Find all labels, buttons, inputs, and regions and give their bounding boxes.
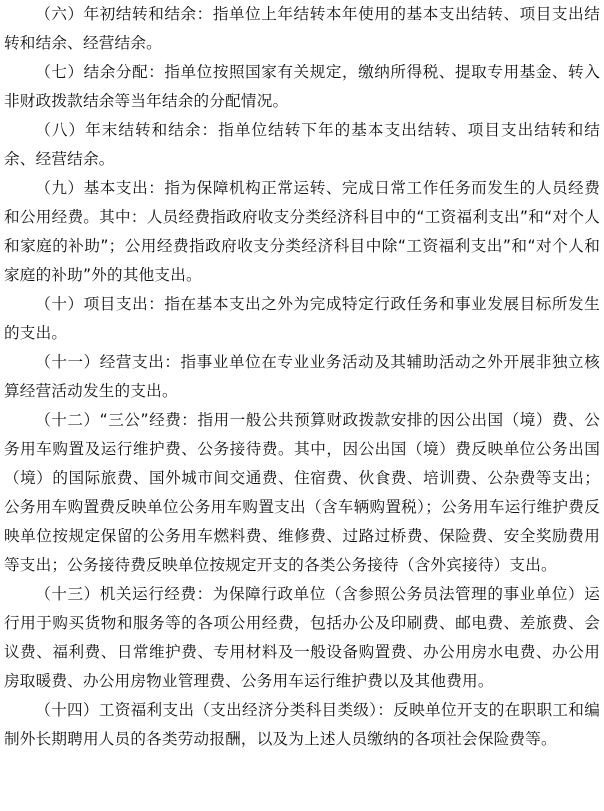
paragraph-text: 为保障行政单位（含参照公务员法管理的事业单位）运行用于购买货物和服务等的各项公用经费，包括办公及印刷费、邮电费、差旅费、会议费、福利费、日常维护费、专用材料及一般设备购置费、办公用房水电费、办公用房取暖费、办公用房物业管理费、公务用车运行维护费以及其他费用。 <box>4 585 600 690</box>
paragraph-label: （六）年初结转和结余： <box>35 5 213 23</box>
paragraph-label: （十）项目支出： <box>35 295 165 313</box>
paragraph-text: 指用一般公共预算财政拨款安排的因公出国（境）费、公务用车购置及运行维护费、公务接待费。其中，因公出国（境）费反映单位公务出国（境）的国际旅费、国外城市间交通费、住宿费、伙食费、培训费、公杂费等支出；公务用车购置费反映单位公务用车购置支出（含车辆购置税）；公务用车运行维护费反映单位按规定保留的公务用车燃料费、维修费、过路过桥费、保险费、安全奖励费用等支出；公务接待费反映单位按规定开支的各类公务接待（含外宾接待）支出。 <box>4 411 600 574</box>
paragraph-7 <box>4 58 600 116</box>
paragraph-text: 反映单位开支的在职职工和编制外长期聘用人员的各类劳动报酬，以及为上述人员缴纳的各项社会保险费等。 <box>4 701 600 748</box>
paragraph-text: 指单位上年结转本年使用的基本支出结转、项目支出结转和结余、经营结余。 <box>4 5 600 52</box>
paragraph-label: （十四）工资福利支出（支出经济分类科目类级）： <box>35 701 394 719</box>
paragraph-label: （十二）“三公”经费： <box>35 411 198 429</box>
paragraph-11 <box>4 348 600 406</box>
paragraph-6 <box>4 0 600 58</box>
paragraph-label: （七）结余分配： <box>35 63 165 81</box>
paragraph-12 <box>4 406 600 580</box>
paragraph-text: 指单位结转下年的基本支出结转、项目支出结转和结余、经营结余。 <box>4 121 601 168</box>
paragraph-text: 指在基本支出之外为完成特定行政任务和事业发展目标所发生的支出。 <box>4 295 600 342</box>
paragraph-text: 指为保障机构正常运转、完成日常工作任务而发生的人员经费和公用经费。其中：人员经费指政府收支分类经济科目中的“工资福利支出”和“对个人和家庭的补助”；公用经费指政府收支分类经济科目中除“工资福利支出”和“对个人和家庭的补助”外的其他支出。 <box>4 179 600 284</box>
paragraph-13 <box>4 580 600 696</box>
paragraph-label: （九）基本支出： <box>35 179 165 197</box>
paragraph-label: （十一）经营支出： <box>35 353 181 371</box>
paragraph-9 <box>4 174 600 290</box>
paragraph-text: 指单位按照国家有关规定，缴纳所得税、提取专用基金、转入非财政拨款结余等当年结余的分配情况。 <box>4 63 600 110</box>
paragraph-label: （十三）机关运行经费： <box>35 585 213 603</box>
paragraph-label: （八）年末结转和结余： <box>35 121 219 139</box>
paragraph-text: 指事业单位在专业业务活动及其辅助活动之外开展非独立核算经营活动发生的支出。 <box>4 353 600 400</box>
paragraph-8 <box>4 116 600 174</box>
paragraph-14 <box>4 696 600 754</box>
paragraph-10 <box>4 290 600 348</box>
